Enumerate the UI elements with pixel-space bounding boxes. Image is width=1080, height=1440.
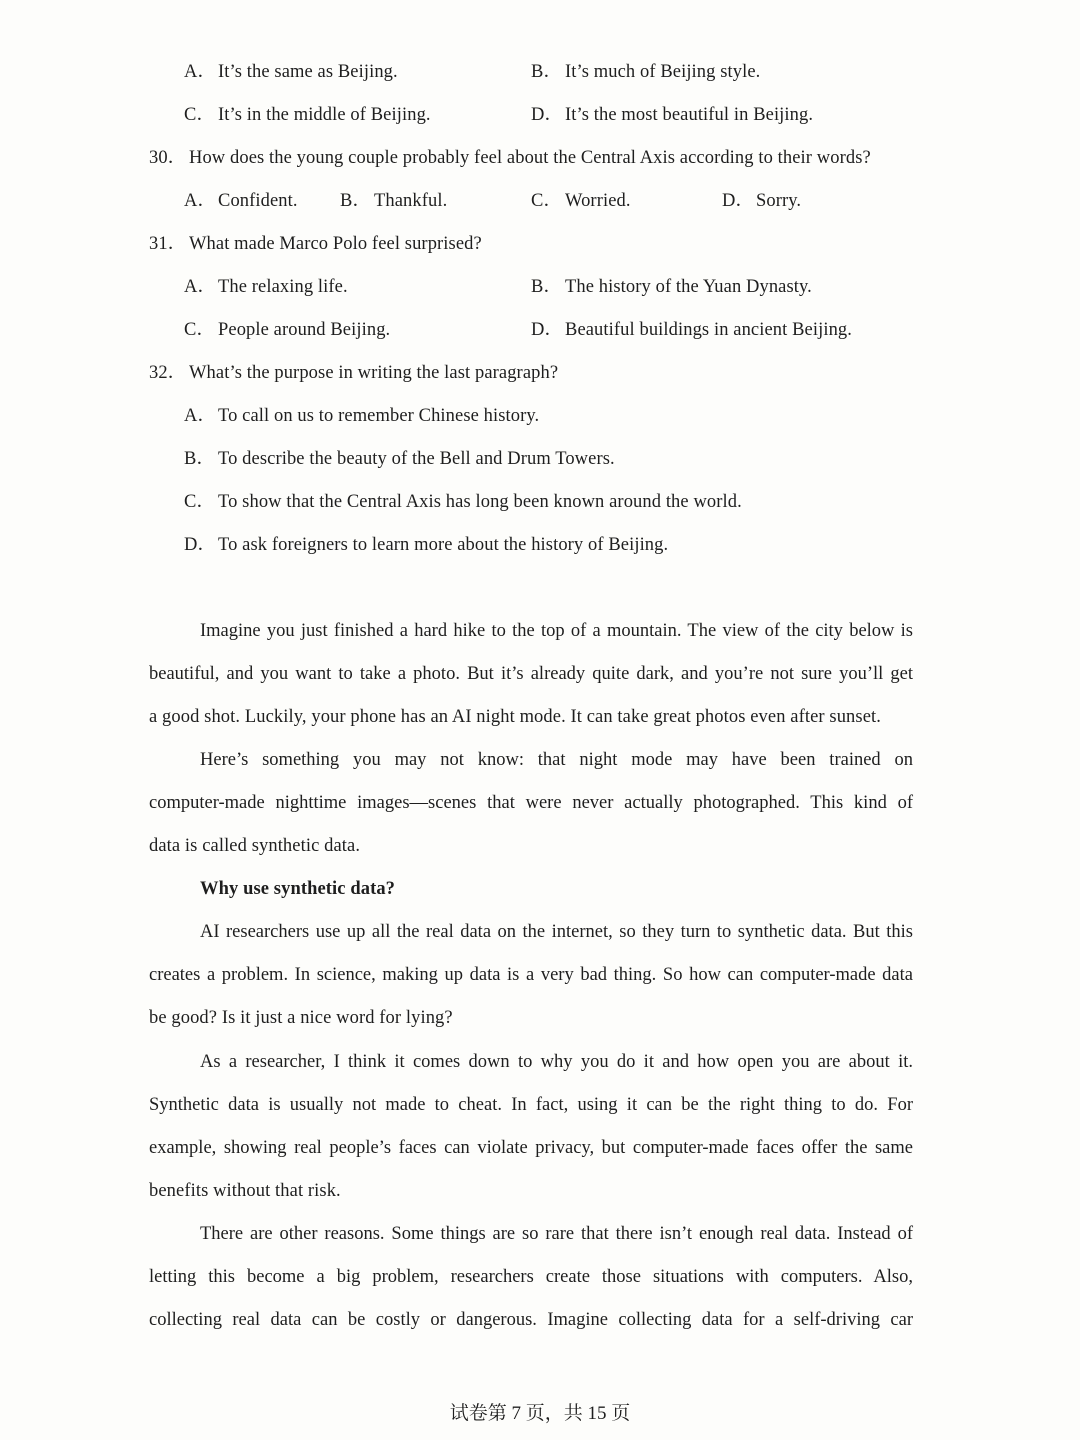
q32-option-d (184, 533, 668, 557)
q31-option-c (184, 318, 390, 342)
q31-option-a (184, 275, 348, 299)
option-text: The relaxing life. (218, 277, 348, 297)
passage-line: AI researchers use up all the real data on the internet, so they turn to synthetic data. But this (200, 922, 913, 942)
q30-option-a (184, 189, 298, 213)
q30-option-d (722, 189, 801, 213)
passage-line: example, showing real people’s faces can violate privacy, but computer-made faces offer the same (149, 1138, 913, 1158)
passage-line: There are other reasons. Some things are so rare that there isn’t enough real data. Instead of (200, 1224, 913, 1244)
option-letter: D． (531, 320, 564, 340)
q29-option-d (531, 103, 813, 127)
option-letter: D． (722, 191, 755, 211)
option-letter: B． (531, 62, 563, 82)
passage-line: creates a problem. In science, making up data is a very bad thing. So how can computer-made data (149, 965, 913, 985)
option-letter: B． (531, 277, 563, 297)
q32-option-a (184, 404, 539, 428)
passage-line: data is called synthetic data. (149, 836, 361, 856)
option-text: The history of the Yuan Dynasty. (565, 277, 812, 297)
passage-line: collecting real data can be costly or dangerous. Imagine collecting data for a self-driving car (149, 1310, 913, 1330)
option-letter: D． (184, 535, 217, 555)
option-text: To call on us to remember Chinese history. (218, 406, 540, 426)
option-letter: C． (531, 191, 563, 211)
option-text: It’s the same as Beijing. (218, 62, 398, 82)
q30-option-c (531, 189, 631, 213)
option-letter: C． (184, 492, 216, 512)
passage-line: Here’s something you may not know: that night mode may have been trained on (200, 750, 913, 770)
passage-line: computer-made nighttime images—scenes that were never actually photographed. This kind of (149, 793, 913, 813)
question-32 (149, 361, 558, 385)
option-text: Confident. (218, 191, 298, 211)
q32-option-b (184, 447, 615, 471)
page-footer: 试卷第 7 页，共 15 页 (449, 1403, 631, 1424)
option-text: It’s much of Beijing style. (565, 62, 761, 82)
passage-line: Synthetic data is usually not made to cheat. In fact, using it can be the right thing to do. For (149, 1095, 913, 1115)
option-letter: A． (184, 191, 217, 211)
option-text: To show that the Central Axis has long been known around the world. (218, 492, 742, 512)
option-letter: A． (184, 62, 217, 82)
passage-line: a good shot. Luckily, your phone has an AI night mode. It can take great photos even after sunset. (149, 707, 881, 727)
q29-option-a (184, 60, 398, 84)
option-text: To ask foreigners to learn more about the history of Beijing. (218, 535, 669, 555)
question-text: What’s the purpose in writing the last paragraph? (189, 363, 559, 383)
option-letter: B． (184, 449, 216, 469)
section-heading: Why use synthetic data? (200, 879, 396, 899)
option-text: People around Beijing. (218, 320, 391, 340)
option-letter: A． (184, 277, 217, 297)
question-number: 30． (149, 148, 187, 168)
passage-line: As a researcher, I think it comes down to why you do it and how open you are about it. (200, 1052, 913, 1072)
q31-option-d (531, 318, 852, 342)
question-text: How does the young couple probably feel about the Central Axis according to their words? (189, 148, 871, 168)
question-30 (149, 146, 871, 170)
q32-option-c (184, 490, 742, 514)
option-letter: C． (184, 105, 216, 125)
option-text: To describe the beauty of the Bell and Drum Towers. (218, 449, 615, 469)
option-text: Worried. (565, 191, 631, 211)
option-text: Sorry. (756, 191, 802, 211)
q29-option-c (184, 103, 431, 127)
question-number: 32． (149, 363, 187, 383)
q31-option-b (531, 275, 812, 299)
option-text: Thankful. (374, 191, 448, 211)
passage-line: Imagine you just finished a hard hike to the top of a mountain. The view of the city below is (200, 621, 913, 641)
passage-line: benefits without that risk. (149, 1181, 341, 1201)
question-number: 31． (149, 234, 187, 254)
q30-option-b (340, 189, 447, 213)
option-text: Beautiful buildings in ancient Beijing. (565, 320, 853, 340)
passage-line: be good? Is it just a nice word for lying? (149, 1008, 453, 1028)
option-letter: D． (531, 105, 564, 125)
option-letter: C． (184, 320, 216, 340)
question-text: What made Marco Polo feel surprised? (189, 234, 482, 254)
q29-option-b (531, 60, 760, 84)
passage-line: beautiful, and you want to take a photo. But it’s already quite dark, and you’re not sure you’ll get (149, 664, 913, 684)
option-text: It’s the most beautiful in Beijing. (565, 105, 814, 125)
option-letter: B． (340, 191, 372, 211)
question-31 (149, 232, 482, 256)
passage-line: letting this become a big problem, researchers create those situations with computers. Also, (149, 1267, 913, 1287)
option-letter: A． (184, 406, 217, 426)
option-text: It’s in the middle of Beijing. (218, 105, 431, 125)
